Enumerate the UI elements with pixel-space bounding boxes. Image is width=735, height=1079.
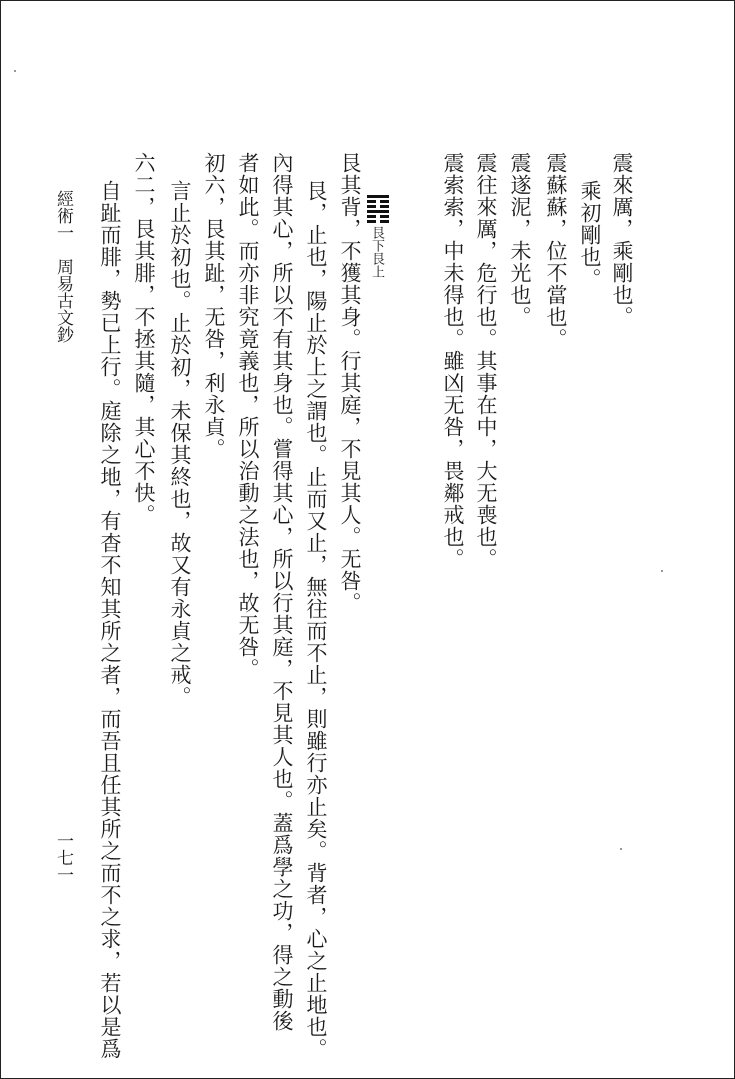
commentary-line-1: 艮，止也，陽止於上之謂也。止而又止，無往而不止，則雖行亦止矣。背者，心之止地也。: [304, 180, 328, 1060]
commentary-line-3: 者如此。而亦非究竟義也，所以治動之法也，故无咎。: [236, 152, 260, 680]
verse-line-6: 震索索，中未得也。雖凶无咎，畏鄰戒也。: [441, 152, 465, 570]
commentary-line-2: 內得其心，所以不有其身也。嘗得其心，所以行其庭，不見其人也。蓋爲學之功，得之動後: [270, 152, 294, 1032]
trigram-label: 艮下艮上: [369, 226, 384, 278]
gen-hexagram-icon: [367, 195, 389, 223]
judgment-text: 艮其背，不獲其身。行其庭，不見其人。无咎。: [338, 152, 362, 614]
commentary-liu-er: 自趾而腓，勢已上行。庭除之地，有杳不知其所之者，而吾且任其所之而不之求，若以是爲: [98, 180, 122, 1060]
line-text-chu-liu: 初六，艮其趾，无咎，利永貞。: [202, 152, 226, 460]
verse-line-2: 乘初剛也。: [578, 180, 602, 290]
verse-line-3: 震蘇蘇，位不當也。: [544, 152, 568, 350]
line-text-liu-er: 六二，艮其腓，不拯其隨，其心不快。: [132, 152, 156, 526]
verse-line-5: 震往來厲，危行也。其事在中，大无喪也。: [474, 152, 498, 570]
scan-speck: [661, 570, 663, 572]
scan-speck: [620, 848, 622, 850]
running-head: 經術一 周易古文鈔: [53, 190, 73, 343]
verse-line-1: 震來厲，乘剛也。: [610, 152, 634, 328]
commentary-chu-liu: 言止於初也。止於初，未保其終也，故又有永貞之戒。: [168, 180, 192, 708]
page-number: 一七一: [53, 832, 73, 883]
scan-speck: [14, 70, 16, 72]
verse-line-4: 震遂泥，未光也。: [508, 152, 532, 328]
